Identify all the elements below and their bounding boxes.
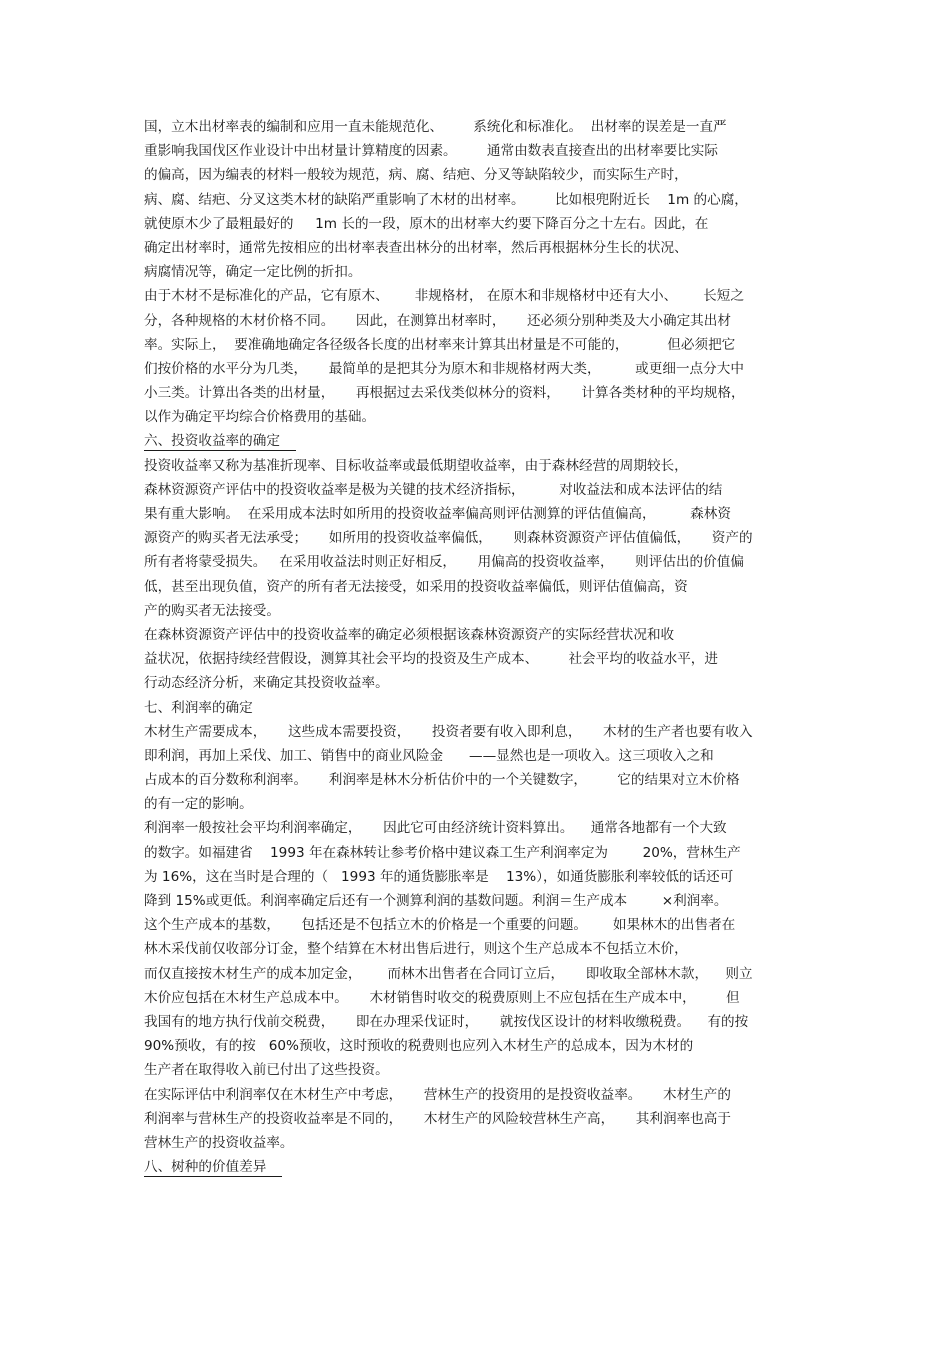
text-line-content: 分，各种规格的木材价格不同。 因此，在测算出材率时， 还必须分别种类及大小确定其出材: [144, 312, 731, 329]
text-line-content: 率。实际上， 要准确地确定各径级各长度的出材率来计算其出材量是不可能的， 但必须把它: [144, 336, 736, 353]
text-line: [144, 212, 812, 236]
text-line-content: 而仅直接按木材生产的成本加定金， 而林木出售者在合同订立后， 即收取全部林木款， 则立: [144, 965, 753, 982]
text-line: [144, 647, 812, 671]
text-line-content: 投资收益率又称为基准折现率、目标收益率或最低期望收益率，由于森林经营的周期较长，: [144, 457, 688, 474]
text-line-content: 们按价格的水平分为几类， 最简单的是把其分为原木和非规格材两大类， 或更细一点分大中: [144, 360, 744, 377]
text-line: [144, 478, 812, 502]
text-line-content: 森林资源资产评估中的投资收益率是极为关键的技术经济指标， 对收益法和成本法评估的结: [144, 481, 723, 498]
text-line-content: 木材生产需要成本， 这些成本需要投资， 投资者要有收入即利息， 木材的生产者也要有收入: [144, 723, 753, 740]
text-line-content: 营林生产的投资收益率。: [144, 1134, 294, 1151]
text-line: [144, 1010, 812, 1034]
text-line: [144, 405, 812, 429]
text-line-content: 确定出材率时，通常先按相应的出材率表查出林分的出材率，然后再根据林分生长的状况、: [144, 239, 688, 256]
text-line-content: 病、腐、结疤、分叉这类木材的缺陷严重影响了木材的出材率。 比如根兜附近长 1m 的心腐，: [144, 191, 748, 208]
text-line-content: 利润率与营林生产的投资收益率是不同的， 木材生产的风险较营林生产高， 其利润率也高于: [144, 1110, 731, 1127]
section-heading-text: 八、树种的价值差异: [144, 1158, 282, 1177]
text-line: [144, 1107, 812, 1131]
text-line: [144, 284, 812, 308]
text-line: [144, 1058, 812, 1082]
text-line: [144, 526, 812, 550]
text-line: [144, 454, 812, 478]
text-line: [144, 599, 812, 623]
text-line-content: 利润率一般按社会平均利润率确定， 因此它可由经济统计资料算出。 通常各地都有一个大致: [144, 820, 727, 837]
section-heading: [144, 429, 812, 453]
text-line: [144, 744, 812, 768]
text-line-content: 重影响我国伐区作业设计中出材量计算精度的因素。 通常由数表直接查出的出材率要比实际: [144, 143, 718, 160]
text-line: [144, 865, 812, 889]
text-line-content: 占成本的百分数称利润率。 利润率是林木分析估价中的一个关键数字， 它的结果对立木价格: [144, 772, 740, 789]
text-line: [144, 792, 812, 816]
text-line-content: 所有者将蒙受损失。 在采用收益法时则正好相反， 用偏高的投资收益率， 则评估出的价值偏: [144, 554, 744, 571]
text-line: [144, 986, 812, 1010]
text-line-content: 就使原木少了最粗最好的 1m 长的一段，原木的出材率大约要下降百分之十左右。因此，在: [144, 215, 709, 232]
text-line: [144, 236, 812, 260]
text-line-content: 90%预收，有的按 60%预收，这时预收的税费则也应列入木材生产的总成本，因为木材的: [144, 1038, 694, 1055]
section-heading: [144, 1155, 812, 1179]
text-line: [144, 188, 812, 212]
text-line-content: 为 16%，这在当时是合理的（ 1993 年的通货膨胀率是 13%），如通货膨胀利率较低的话还可: [144, 868, 734, 885]
text-line-content: 我国有的地方执行伐前交税费， 即在办理采伐证时， 就按伐区设计的材料收缴税费。 有的按: [144, 1013, 749, 1030]
text-line: [144, 163, 812, 187]
section-heading: [144, 696, 812, 720]
document-body: [144, 115, 812, 1179]
text-line-content: 小三类。计算出各类的出材量， 再根据过去采伐类似林分的资料， 计算各类材种的平均规格，: [144, 385, 745, 402]
section-heading-text: 六、投资收益率的确定: [144, 432, 296, 451]
text-line-content: 病腐情况等，确定一定比例的折扣。: [144, 264, 362, 281]
text-line: [144, 309, 812, 333]
text-line: [144, 550, 812, 574]
text-line-content: 果有重大影响。 在采用成本法时如所用的投资收益率偏高则评估测算的评估值偏高， 森林资: [144, 506, 731, 522]
text-line-content: 生产者在取得收入前已付出了这些投资。: [144, 1062, 389, 1079]
text-line: [144, 1131, 812, 1155]
text-line-content: 行动态经济分析，来确定其投资收益率。: [144, 675, 389, 692]
text-line: [144, 623, 812, 647]
text-line-content: 由于木材不是标准化的产品，它有原木、 非规格材， 在原木和非规格材中还有大小、 长短之: [144, 288, 744, 305]
text-line: [144, 115, 812, 139]
text-line-content: 以作为确定平均综合价格费用的基础。: [144, 409, 376, 426]
text-line: [144, 962, 812, 986]
text-line-content: 木价应包括在木材生产总成本中。 木材销售时收交的税费原则上不应包括在生产成本中， 但: [144, 989, 740, 1006]
text-line: [144, 1083, 812, 1107]
text-line: [144, 575, 812, 599]
text-line-content: 低，甚至出现负值，资产的所有者无法接受，如采用的投资收益率偏低，则评估值偏高，资: [144, 578, 688, 595]
text-line: [144, 889, 812, 913]
text-line-content: 在森林资源资产评估中的投资收益率的确定必须根据该森林资源资产的实际经营状况和收: [144, 626, 675, 643]
text-line-content: 产的购买者无法接受。: [144, 602, 280, 619]
text-line: [144, 937, 812, 961]
text-line: [144, 357, 812, 381]
text-line-content: 益状况，依据持续经营假设，测算其社会平均的投资及生产成本、 社会平均的收益水平，进: [144, 651, 718, 668]
text-line: [144, 720, 812, 744]
text-line-content: 的有一定的影响。: [144, 796, 253, 813]
text-line-content: 在实际评估中利润率仅在木材生产中考虑， 营林生产的投资用的是投资收益率。 木材生产的: [144, 1086, 731, 1103]
text-line: [144, 1034, 812, 1058]
text-line-content: 的偏高，因为编表的材料一般较为规范，病、腐、结疤、分叉等缺陷较少，而实际生产时，: [144, 167, 688, 184]
text-line-content: 这个生产成本的基数， 包括还是不包括立木的价格是一个重要的问题。 如果林木的出售者在: [144, 917, 736, 934]
section-heading-text: 七、利润率的确定: [144, 699, 253, 716]
text-line: [144, 768, 812, 792]
text-line-content: 林木采伐前仅收部分订金，整个结算在木材出售后进行，则这个生产总成本不包括立木价，: [144, 941, 688, 958]
text-line: [144, 841, 812, 865]
text-line: [144, 381, 812, 405]
text-line: [144, 139, 812, 163]
text-line-content: 即利润，再加上采伐、加工、销售中的商业风险金 ——显然也是一项收入。这三项收入之和: [144, 747, 714, 764]
text-line-content: 降到 15%或更低。利润率确定后还有一个测算利润的基数问题。利润＝生产成本 ×利润率。: [144, 893, 728, 909]
text-line: [144, 333, 812, 357]
text-line: [144, 671, 812, 695]
text-line-content: 国，立木出材率表的编制和应用一直未能规范化、 系统化和标准化。 出材率的误差是一直严: [144, 119, 727, 135]
text-line: [144, 816, 812, 840]
text-line: [144, 502, 812, 526]
text-line: [144, 913, 812, 937]
text-line: [144, 260, 812, 284]
text-line-content: 源资产的购买者无法承受； 如所用的投资收益率偏低， 则森林资源资产评估值偏低， 资产的: [144, 530, 753, 547]
text-line-content: 的数字。如福建省 1993 年在森林转让参考价格中建议森工生产利润率定为 20%，营林生产: [144, 844, 741, 861]
